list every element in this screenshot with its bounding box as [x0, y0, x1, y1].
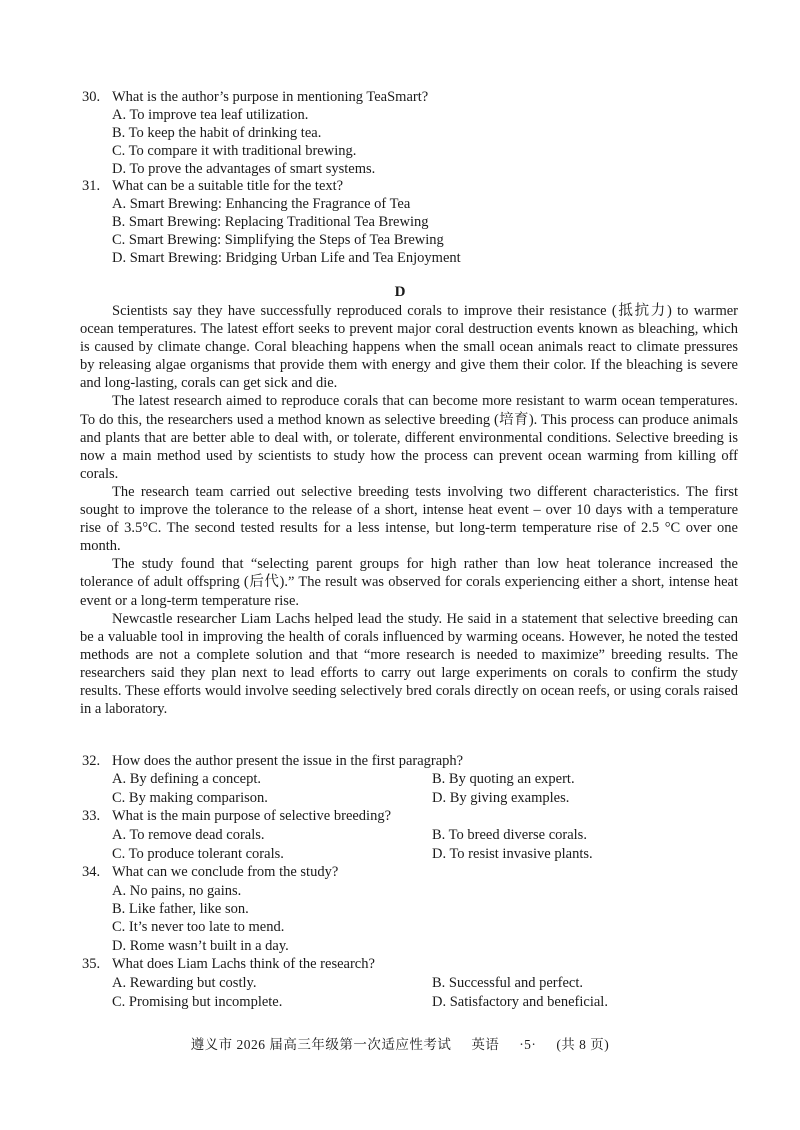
- q32-option-a: A. By defining a concept.: [112, 771, 261, 787]
- q32-option-b: B. By quoting an expert.: [432, 771, 575, 787]
- q35-option-d: D. Satisfactory and beneficial.: [432, 994, 608, 1010]
- q33-option-d: D. To resist invasive plants.: [432, 846, 593, 862]
- q33-option-a: A. To remove dead corals.: [112, 827, 265, 843]
- passage-paragraph-4: The study found that “selecting parent groups for high rather than low heat tolerance increased the tolerance of adult offspring (后代).” The result was observed for corals experiencing either a short, intense heat event or a long-term temperature rise.: [80, 556, 738, 609]
- subject-name: 英语: [471, 1037, 500, 1052]
- question-33-stem: [82, 807, 391, 825]
- q31-option-d: D. Smart Brewing: Bridging Urban Life and Tea Enjoyment: [112, 250, 461, 266]
- q32-option-c: C. By making comparison.: [112, 790, 268, 806]
- question-31-stem: [82, 177, 343, 195]
- question-number: 32.: [82, 753, 101, 769]
- question-number: 31.: [82, 178, 101, 194]
- question-35-stem: [82, 955, 375, 973]
- q35-option-b: B. Successful and perfect.: [432, 975, 583, 991]
- q35-option-c: C. Promising but incomplete.: [112, 994, 283, 1010]
- page-number: ·5·: [519, 1037, 537, 1052]
- question-32-stem: [82, 752, 463, 770]
- q34-option-b: B. Like father, like son.: [112, 901, 249, 917]
- question-number: 34.: [82, 864, 101, 880]
- passage-paragraph-5: Newcastle researcher Liam Lachs helped lead the study. He said in a statement that selective breeding can be a valuable tool in improving the health of corals influenced by warming oceans. However, he noted the tested methods are not a complete solution and that “more research is needed to maximize” breeding results. The researchers said they plan next to lead efforts to carry out large experiments on corals to confirm the study results. These efforts would involve seeding selectively bred corals directly on ocean reefs, or using corals raised in a laboratory.: [80, 610, 738, 718]
- passage-paragraph-1: Scientists say they have successfully reproduced corals to improve their resistance (抵抗力) to warmer ocean temperatures. The latest effort seeks to prevent major coral destruction events known as bleaching, which is caused by climate change. Coral bleaching happens when the small ocean animals react to climate pressures by releasing algae organisms that provide them with energy and give them their color. If the bleaching is severe and long-lasting, corals can get sick and die.: [80, 303, 738, 392]
- q30-option-c: C. To compare it with traditional brewing.: [112, 143, 357, 159]
- q34-option-c: C. It’s never too late to mend.: [112, 919, 285, 935]
- question-text: How does the author present the issue in the first paragraph?: [112, 753, 464, 769]
- question-text: What can be a suitable title for the text?: [112, 178, 344, 194]
- question-text: What is the author’s purpose in mentioning TeaSmart?: [112, 89, 429, 105]
- q33-option-c: C. To produce tolerant corals.: [112, 846, 284, 862]
- reading-passage: [80, 302, 738, 718]
- q34-option-a: A. No pains, no gains.: [112, 883, 242, 899]
- passage-paragraph-2: The latest research aimed to reproduce corals that can become more resistant to warm ocean temperatures. To do this, the researchers used a method known as selective breeding (培育). This process can produce animals and plants that are better able to deal with, or tolerate, different environmental conditions. Selective breeding is now a main method used by scientists to study how the process can prevent ocean warming from killing off corals.: [80, 393, 738, 482]
- q30-option-a: A. To improve tea leaf utilization.: [112, 107, 309, 123]
- question-number: 30.: [82, 89, 101, 105]
- exam-name: 遵义市 2026 届高三年级第一次适应性考试: [190, 1037, 452, 1052]
- q30-option-b: B. To keep the habit of drinking tea.: [112, 125, 322, 141]
- q31-option-a: A. Smart Brewing: Enhancing the Fragrance of Tea: [112, 196, 411, 212]
- q35-option-a: A. Rewarding but costly.: [112, 975, 257, 991]
- section-title: D: [394, 284, 406, 300]
- passage-paragraph-3: The research team carried out selective breeding tests involving two different characteristics. The first sought to improve the tolerance to the release of a short, intense heat event – over 10 days with a temperature rise of 3.5°C. The second tested results for a less intense, but long-term temperature rise of 2.5 °C over one month.: [80, 483, 738, 555]
- question-number: 35.: [82, 956, 101, 972]
- question-number: 33.: [82, 808, 101, 824]
- q34-option-d: D. Rome wasn’t built in a day.: [112, 938, 289, 954]
- question-text: What does Liam Lachs think of the research?: [112, 956, 375, 972]
- q32-option-d: D. By giving examples.: [432, 790, 570, 806]
- question-34-stem: [82, 863, 338, 881]
- question-text: What is the main purpose of selective breeding?: [112, 808, 392, 824]
- q31-option-c: C. Smart Brewing: Simplifying the Steps of Tea Brewing: [112, 232, 444, 248]
- q31-option-b: B. Smart Brewing: Replacing Traditional Tea Brewing: [112, 214, 429, 230]
- question-text: What can we conclude from the study?: [112, 864, 339, 880]
- q30-option-d: D. To prove the advantages of smart systems.: [112, 161, 376, 177]
- total-pages: (共 8 页): [556, 1037, 610, 1052]
- q33-option-b: B. To breed diverse corals.: [432, 827, 587, 843]
- question-30-stem: [82, 88, 428, 106]
- page-footer: [0, 1033, 800, 1053]
